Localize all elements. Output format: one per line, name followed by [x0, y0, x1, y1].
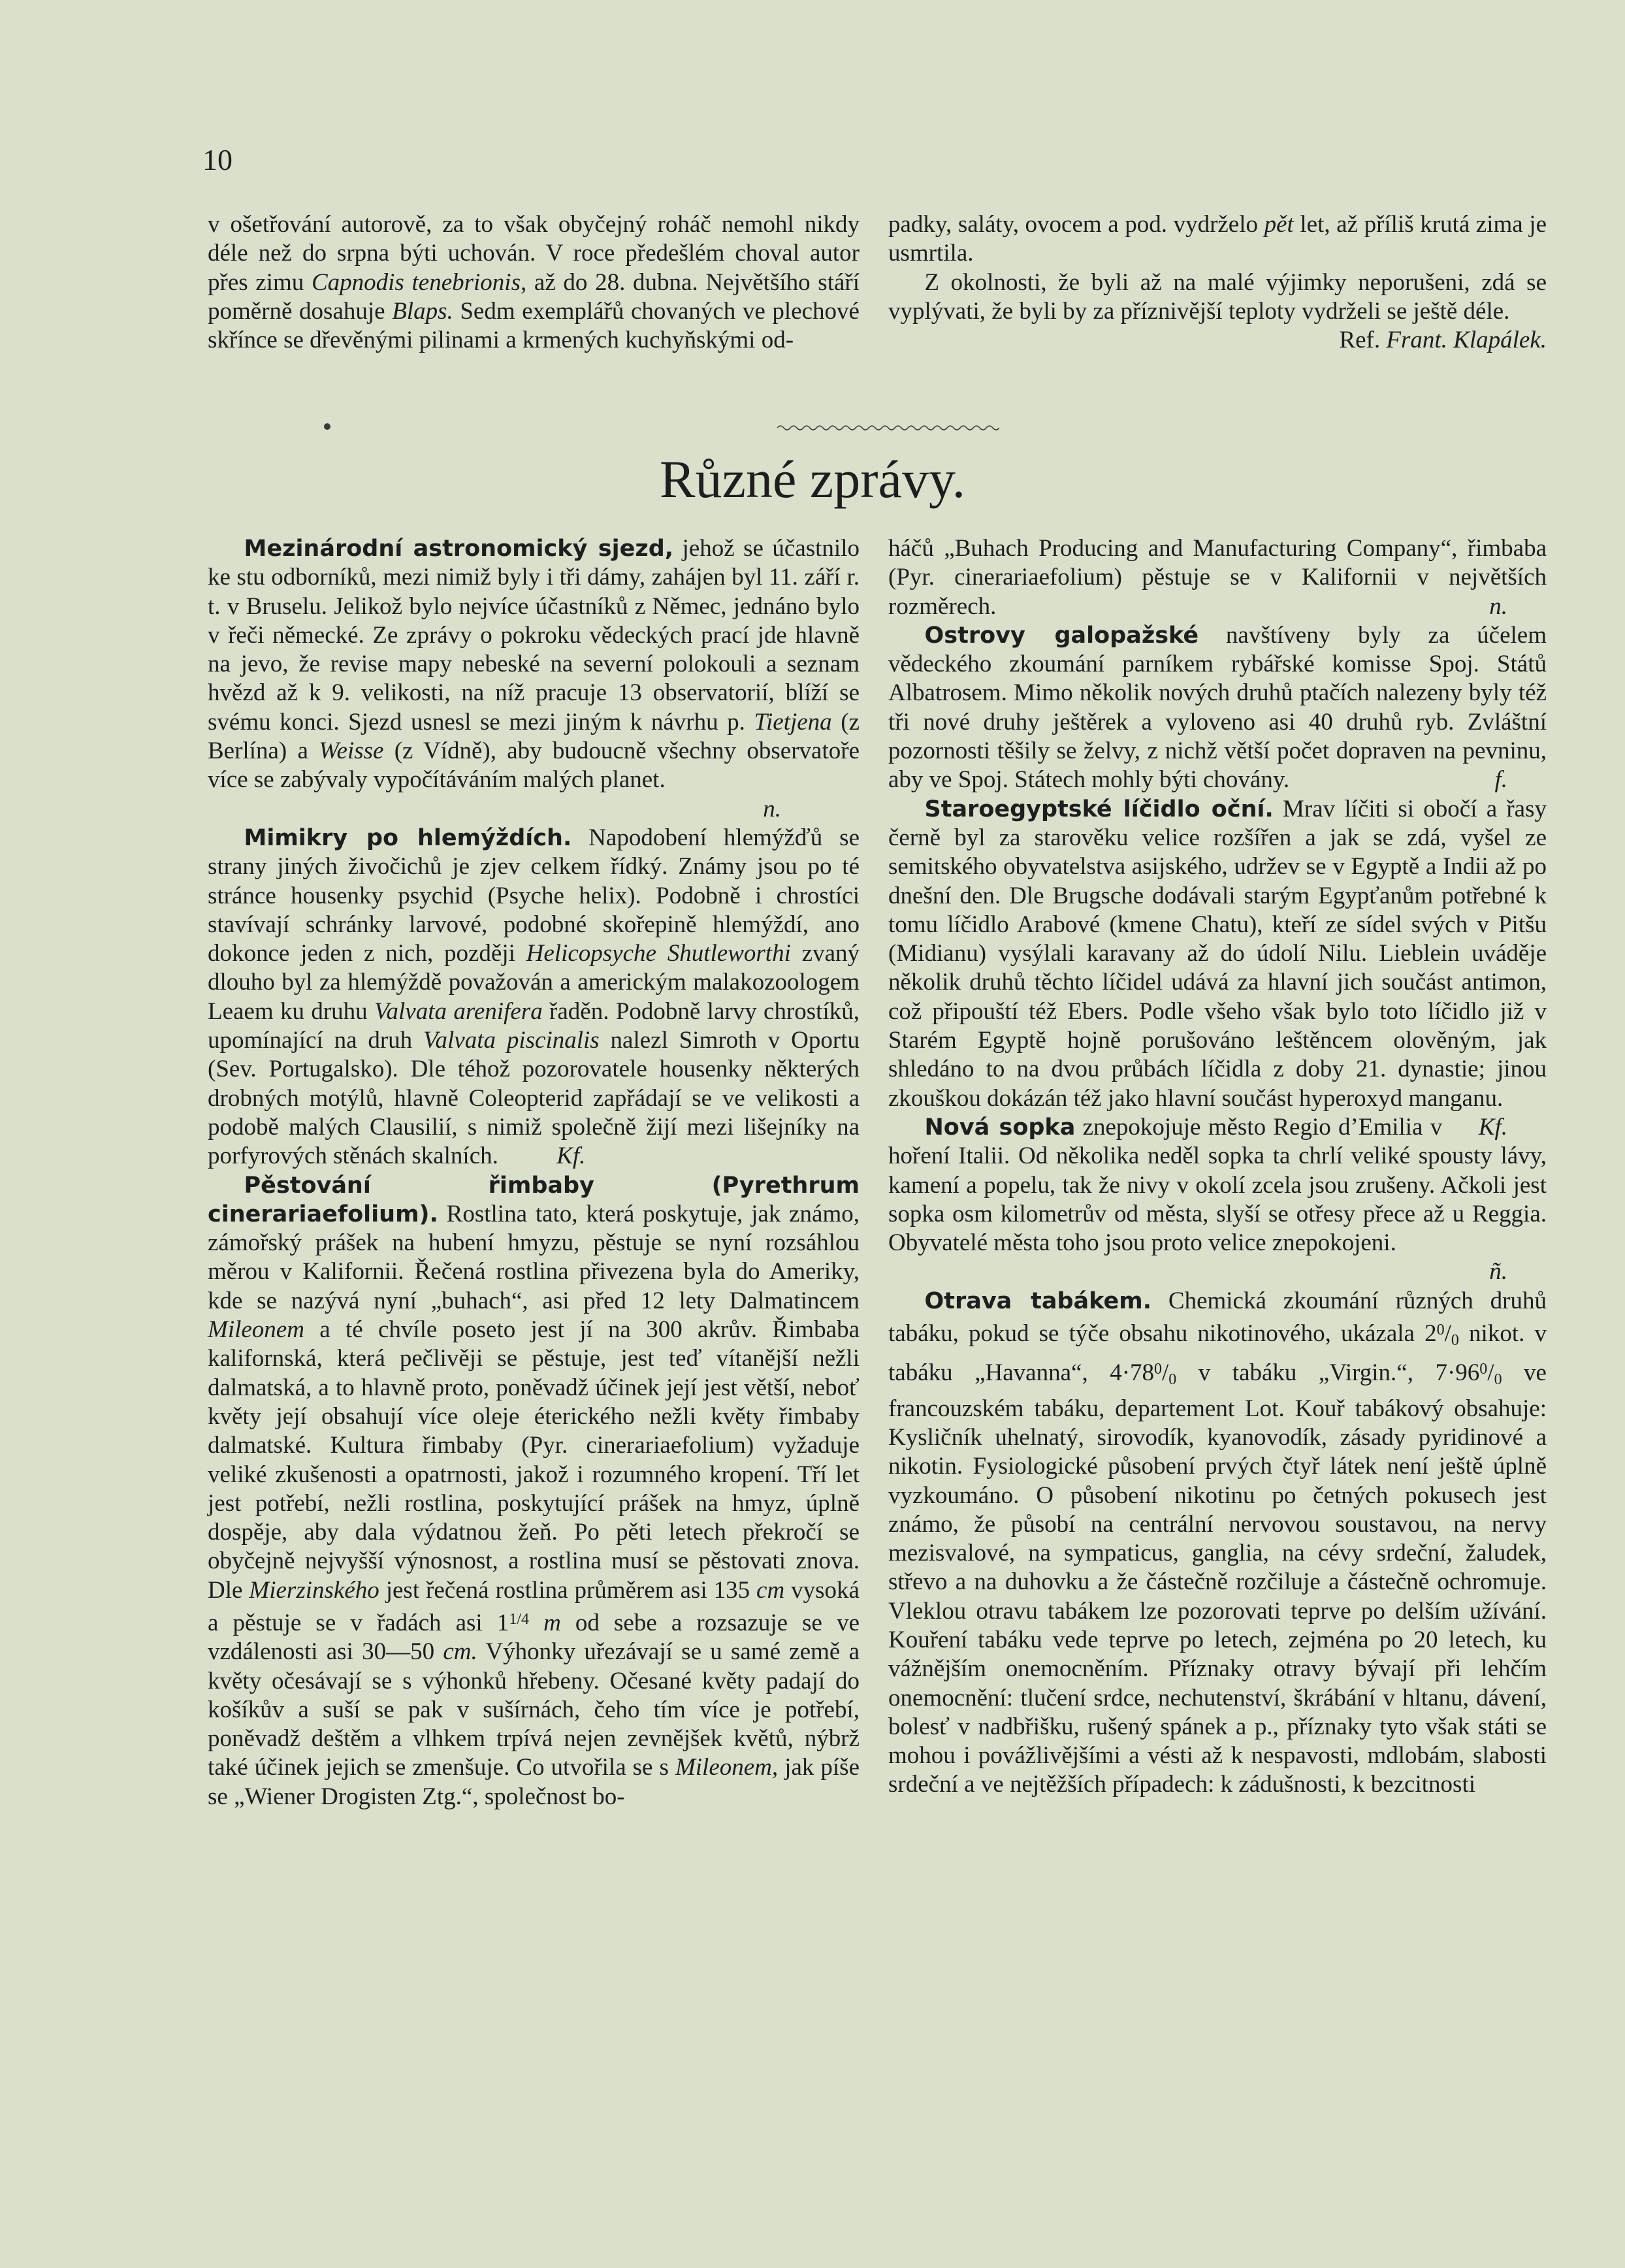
text: v tabáku „Virgin.“, 7·96 — [1176, 1359, 1480, 1387]
main-right-column — [888, 534, 1547, 1800]
unit: cm. — [443, 1638, 477, 1666]
person-name: Mileonem — [208, 1316, 304, 1344]
text: navštíveny byly za účelem vědeckého zkoumání parníkem rybářské komisse Spoj. Států Albatrosem. Mimo několik nových druhů ptačích nalezeny byly též tři nové druhy ještěrek a vyloveno asi 40 druhů ryb. Zvláštní pozornosti těšily se želvy, z nichž větší počet dopraven na pevninu, aby ve Spoj. Státech mohly býti chovány. — [888, 621, 1547, 794]
unit: m — [543, 1609, 561, 1636]
ref-label: Ref. — [1339, 327, 1381, 354]
text: až do 28. dubna. Největšího stáří poměrně dosahuje — [208, 268, 860, 325]
person-name: Mileonem, — [675, 1754, 779, 1781]
text: nalezl Simroth v Oportu (Sev. Portugalsko). Dle téhož pozorovatele housenky některých drobných motýlů, hlavně Coleopterid zapřádají se ve velikosti a podobě malých Clausilií, s nimiž společně žijí mezi lišejníky na porfyrových stěnách skalních. — [208, 1027, 860, 1170]
person-name: Weisse — [319, 737, 384, 765]
main-left-column — [208, 534, 860, 1811]
article-astronomical-congress — [208, 534, 860, 795]
text: (z Berlína) a — [208, 708, 860, 765]
text: háčů „Buhach Producing and Manufacturing Company“, řimbaba (Pyr. cinerariaefolium) pěstuje se v Kalifornii v největších rozměrech. — [888, 535, 1547, 620]
text: Chemická zkoumání různých druhů tabáku, pokud se týče obsahu nikotinového, ukázala 2 — [888, 1287, 1547, 1348]
genus-name: Blaps. — [392, 297, 453, 325]
text: Mrav líčiti si obočí a řasy černě byl za starověku velice rozšířen a jak se zdá, vyšel ze semitského obyvatelstva asijského, udržev se v Egyptě a Indii až po dnešní den. Dle Brugsche dodávali starým Egypťanům potřebné k tomu líčidlo Arabové (kmene Chatu), kteří ze sídel svých v Pitšu (Midianu) vysýlali karavany až do údolí Nilu. Lieblein uváděje několik druhů těchto líčidel udává za hlavní jich součást antimon, což připouští též Ebers. Podle všeho však bylo toto líčidlo již v Starém Egyptě hojně porušováno leštěncem olověným, jak shledáno to na dvou průbách líčidla z doby 21. dynastie; jinou zkouškou dokázán též jako hlavní součást hyperoxyd manganu. — [888, 795, 1547, 1112]
unit: cm — [756, 1576, 785, 1604]
text: a té chvíle poseto jest jí na 300 akrův. Řimbaba kalifornská, která pečlivěji se pěstuje, jest teď vítanější nežli dalmatská, a to hlavně proto, poněvadž účinek její jest větší, neboť květy její obsahují více oleje éterického nežli květy řimbaby dalmatské. Kultura řimbaby (Pyr. cinerariaefolium) vyžaduje veliké zkušenosti a opatrnosti, jakož i rozumného kropení. Tří let jest potřebí, nežli rostlina, poskytující prášek na hmyz, úplně dospěje, aby dala výdatnou žeň. Po pěti letech překročí se obyčejně nejvyšší výnosnost, a rostlina musí se pěstovati znova. Dle — [208, 1316, 860, 1604]
article-heading: Staroegyptské líčidlo oční. — [924, 796, 1274, 822]
article-heading: Ostrovy galopažské — [924, 622, 1199, 649]
article-heading: Nová sopka — [924, 1114, 1076, 1141]
fraction: 1/4 — [509, 1610, 529, 1628]
wavy-separator — [777, 423, 999, 432]
paragraph: Z okolnosti, že byli až na malé výjimky neporušeni, zdá se vyplývati, že byli by za příznivější teploty vydrželi se ještě déle. — [888, 268, 1547, 325]
article-heading: Mimikry po hlemýždích. — [244, 824, 572, 851]
article-signature: Kf. — [1478, 1113, 1507, 1141]
text: padky, saláty, ovocem a pod. vydrželo — [888, 211, 1264, 238]
section-title: Různé zprávy. — [659, 449, 966, 509]
text: let, až příliš krutá zima je usmrtila. — [888, 211, 1547, 267]
article-heading: Pěstování řimbaby (Pyrethrum cinerariaefolium). — [208, 1172, 860, 1227]
article-signature: Kf. — [556, 1142, 586, 1170]
article-signature: n. — [1489, 592, 1507, 620]
article-signature: f. — [1494, 766, 1507, 794]
percent-sign-top: 0 — [1154, 1361, 1163, 1378]
species-name: Helicopsyche Shutleworthi — [526, 940, 791, 967]
person-name: Mierzinského — [249, 1576, 379, 1604]
percent-sign-top: 0 — [1479, 1361, 1488, 1378]
author-name: Frant. Klapálek. — [1386, 327, 1547, 354]
decorative-dot — [324, 423, 330, 430]
text: vysoká a pěstuje se v řadách asi 1 — [208, 1576, 860, 1636]
continuation-paragraph-right — [888, 210, 1547, 268]
text: znepokojuje město Regio d’Emilia v hoření Italii. Od několika neděl sopka ta chrlí veliké spousty lávy, kamení a popelu, tak že nivy v okolí zcela jsou zrušeny. Ačkoli jest sopka osm kilometrův od města, slyší se otřesy přece až u Reggia. Obyvatelé města toho jsou proto velice znepokojeni. — [888, 1113, 1547, 1257]
article-signature: ñ. — [1489, 1258, 1507, 1286]
percent-sign-bottom: 0 — [1451, 1332, 1459, 1350]
emphasis: pět — [1264, 211, 1294, 238]
article-heading: Otrava tabákem. — [924, 1288, 1151, 1314]
person-name: Tietjena — [754, 708, 832, 736]
article-pyrethrum-continued — [888, 534, 1547, 621]
percent-sign-bottom: 0 — [1168, 1371, 1177, 1389]
text: zvaný dlouho byl za hlemýždě považován a americkým malakozoologem Leaem ku druhu — [208, 940, 860, 1025]
article-heading: Mezinárodní astronomický sjezd, — [244, 536, 674, 562]
text: Napodobení hlemýžďů se strany jiných živočichů je zjev celkem řídký. Známy jsou po té stránce housenky psychid (Psyche helix). Podobně i chrostíci stavívají schránky larvové, podobné skořepině hlemýždí, ano dokonce jeden z nich, později — [208, 824, 860, 967]
text: jehož se účastnilo ke stu odborníků, mezi nimiž byly i tři dámy, zahájen byl 11. září r. t. v Bruselu. Jelikož bylo nejvíce účastníků z Němec, jednáno bylo v řeči německé. Ze zprávy o pokroku vědeckých prací jde hlavně na jevo, že revise mapy nebeské na severní polokouli a seznam hvězd až k 9. velikosti, na níž pracuje 13 observatorií, blíží se svému konci. Sjezd usnesl se mezi jiným k návrhu p. — [208, 535, 860, 736]
article-mimicry — [208, 824, 860, 1171]
percent-sign-top: 0 — [1436, 1321, 1445, 1339]
text: od sebe a rozsazuje se ve vzdálenosti asi 30—50 — [208, 1609, 860, 1666]
text: nikot. v tabáku „Havanna“, 4·78 — [888, 1320, 1547, 1387]
species-name: Capnodis tenebrionis, — [311, 268, 527, 296]
species-name: Valvata arenifera — [374, 997, 543, 1025]
species-name: Valvata piscinalis — [423, 1027, 600, 1054]
percent-sign-bottom: 0 — [1494, 1371, 1502, 1389]
article-signature: n. — [763, 795, 781, 822]
continuation-paragraph-left — [208, 210, 860, 355]
text: Sedm exemplářů chovaných ve plechové skřínce se dřevěnými pilinami a krmených kuchyňskými od- — [208, 297, 860, 354]
article-tobacco-poisoning: Otrava tabákem. Chemická zkoumání různých druhů tabáku, pokud se týče obsahu nikotinového, ukázala $2^0/_0$ nikot. v tabáku „Havanna“, $4\cdot 78^0/_0$ v tabáku „Virgin.“, $7\cdot 96^0/_0$ ve francouzském tabáku, departement Lot. Kouř tabákový obsahuje: Kysličník uhelnatý, sirovodík, kyanovodík, zásady pyridinové a nikotin. Fysiologické působení prvých čtyř látek není ještě úplně vyzkoumáno. O působení nikotinu po četných pokusech jest známo, že působí na centrální nervovou soustavou, na nervy mezisvalové, na sympaticus, ganglia, na cévy srdeční, žaludek, střevo a na duhovku a že částečně rozčiluje a částečně ochromuje. Vleklou otravu tabákem lze pozorovati teprve po delším užívání. Kouření tabáku vede teprve po letech, zejména po 20 letech, ku vážnějším onemocněním. Příznaky otravy bývají při lehčím onemocnění: tlučení srdce, nechutenství, škrábání v hltanu, dávení, bolesť v nadbřišku, rušený spánek a p., příznaky tyto však státi se mohou i povážlivějšími a vésti až k nespavosti, mdlobám, slabosti srdeční a ve nejtěžších případech: k zádušnosti, k bezcitnosti — [888, 1287, 1547, 1798]
text: Výhonky uřezávají se u samé země a květy očesávají se s výhonků hřebeny. Očesané květy padají do košíkův a suší se pak v sušírnách, čeho tím více je potřebí, poněvadž deštěm a vlhkem trpívá nejen zevnějšek květů, nýbrž také účinek jejich se zmenšuje. Co utvořila se s — [208, 1638, 860, 1781]
top-right-column — [888, 210, 1547, 355]
text: jest řečená rostlina průměrem asi 135 — [379, 1576, 757, 1604]
page-number: 10 — [202, 143, 233, 176]
top-left-column — [208, 210, 860, 355]
text: (z Vídně), aby budoucně všechny observatoře více se zabývaly vypočítáváním malých planet. — [208, 737, 860, 794]
text: ve francouzském tabáku, departement Lot. Kouř tabákový obsahuje: Kysličník uhelnatý, sirovodík, kyanovodík, zásady pyridinové a nikotin. Fysiologické působení prvých čtyř látek není ještě úplně vyzkoumáno. O působení nikotinu po četných pokusech jest známo, že působí na centrální nervovou soustavou, na nervy mezisvalové, na sympaticus, ganglia, na cévy srdeční, žaludek, střevo a na duhovku a že částečně rozčiluje a částečně ochromuje. Vleklou otravu tabákem lze pozorovati teprve po delším užívání. Kouření tabáku vede teprve po letech, zejména po 20 letech, ku vážnějším onemocněním. Příznaky otravy bývají při lehčím onemocnění: tlučení srdce, nechutenství, škrábání v hltanu, dávení, bolesť v nadbřišku, rušený spánek a p., příznaky tyto však státi se mohou i povážlivějšími a vésti až k nespavosti, mdlobám, slabosti srdeční a ve nejtěžších případech: k zádušnosti, k bezcitnosti — [888, 1359, 1547, 1798]
text: Rostlina tato, která poskytuje, jak známo, zámořský prášek na hubení hmyzu, pěstuje se nyní rozsáhlou měrou v Kalifornii. Řečená rostlina přivezena byla do Ameriky, kde se nazývá nyní „buhach“, asi před 12 lety Dalmatincem — [208, 1200, 860, 1314]
text: řaděn. Podobně larvy chrostíků, upomínající na druh — [208, 997, 860, 1054]
article-galapagos — [888, 621, 1547, 795]
article-pyrethrum — [208, 1171, 860, 1812]
text: v ošetřování autorově, za to však obyčejný roháč nemohl nikdy déle než do srpna býti uchován. V roce předešlém choval autor přes zimu — [208, 211, 860, 296]
text: jak píše se „Wiener Drogisten Ztg.“, společnost bo- — [208, 1754, 860, 1810]
author-signature — [888, 326, 1547, 355]
